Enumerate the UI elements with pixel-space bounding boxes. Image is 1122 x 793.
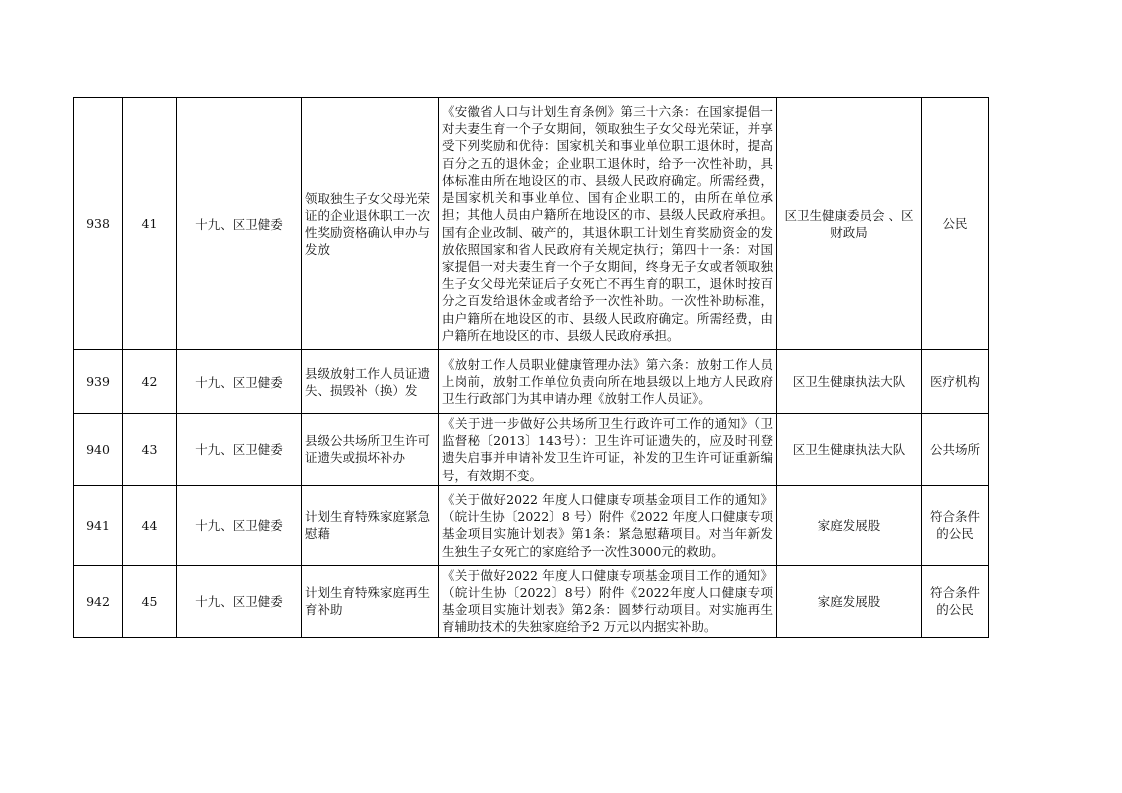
row-basis-cell: 《关于进一步做好公共场所卫生行政许可工作的通知》（卫监督秘〔2013〕143号）：卫生许可证遗失的，应及时刊登遗失启事并申请补发卫生许可证，补发的卫生许可证重新编号，有效期不变。 — [439, 414, 777, 486]
row-seq-cell: 941 — [74, 485, 123, 565]
row-num-cell: 44 — [123, 485, 177, 565]
row-object-cell: 符合条件的公民 — [922, 565, 989, 637]
row-object-cell: 符合条件的公民 — [922, 485, 989, 565]
row-object-cell: 公民 — [922, 98, 989, 350]
row-basis-cell: 《关于做好2022 年度人口健康专项基金项目工作的通知》（皖计生协〔2022〕8 号）附件《2022 年度人口健康专项基金项目实施计划表》第1条：紧急慰藉项目。对当年新发生独生子女死亡的家庭给予一次性3000元的救助。 — [439, 485, 777, 565]
row-item-cell: 县级公共场所卫生许可证遗失或损坏补办 — [302, 414, 439, 486]
row-basis-cell: 《安徽省人口与计划生育条例》第三十六条：在国家提倡一对夫妻生育一个子女期间，领取独生子女父母光荣证，并享受下列奖励和优待：国家机关和事业单位职工退休时，提高百分之五的退休金；企业职工退休时，给予一次性补助，具体标准由所在地设区的市、县级人民政府确定。所需经费，是国家机关和事业单位、国有企业职工的，由所在单位承担；其他人员由户籍所在地设区的市、县级人民政府承担。国有企业改制、破产的，其退休职工计划生育奖励资金的发放依照国家和省人民政府有关规定执行；第四十一条：对国家提倡一对夫妻生育一个子女期间，终身无子女或者领取独生子女父母光荣证后子女死亡不再生育的职工，退休时按百分之百发给退休金或者给予一次性补助。一次性补助标准，由户籍所在地设区的市、县级人民政府确定。所需经费，由户籍所在地设区的市、县级人民政府承担。 — [439, 98, 777, 350]
row-unit-cell: 十九、区卫健委 — [177, 485, 302, 565]
table-row — [74, 350, 989, 414]
row-item-cell: 领取独生子女父母光荣证的企业退休职工一次性奖励资格确认申办与发放 — [302, 98, 439, 350]
row-num-cell: 43 — [123, 414, 177, 486]
row-dept-cell: 区卫生健康执法大队 — [777, 350, 922, 414]
row-item-cell: 计划生育特殊家庭再生育补助 — [302, 565, 439, 637]
catalog-table — [73, 97, 989, 638]
row-dept-cell: 家庭发展股 — [777, 565, 922, 637]
table-row — [74, 485, 989, 565]
row-unit-cell: 十九、区卫健委 — [177, 565, 302, 637]
table-row — [74, 98, 989, 350]
row-unit-cell: 十九、区卫健委 — [177, 350, 302, 414]
row-item-cell: 计划生育特殊家庭紧急慰藉 — [302, 485, 439, 565]
row-seq-cell: 939 — [74, 350, 123, 414]
row-object-cell: 医疗机构 — [922, 350, 989, 414]
row-unit-cell: 十九、区卫健委 — [177, 98, 302, 350]
row-item-cell: 县级放射工作人员证遗失、损毁补（换）发 — [302, 350, 439, 414]
row-basis-cell: 《放射工作人员职业健康管理办法》第六条：放射工作人员上岗前，放射工作单位负责向所在地县级以上地方人民政府卫生行政部门为其申请办理《放射工作人员证》。 — [439, 350, 777, 414]
row-seq-cell: 940 — [74, 414, 123, 486]
row-unit-cell: 十九、区卫健委 — [177, 414, 302, 486]
row-num-cell: 45 — [123, 565, 177, 637]
row-dept-cell: 家庭发展股 — [777, 485, 922, 565]
catalog-table-wrapper — [73, 97, 989, 638]
row-dept-cell: 区卫生健康执法大队 — [777, 414, 922, 486]
row-num-cell: 41 — [123, 98, 177, 350]
row-seq-cell: 942 — [74, 565, 123, 637]
table-row — [74, 565, 989, 637]
row-dept-cell: 区卫生健康委员会 、区财政局 — [777, 98, 922, 350]
row-num-cell: 42 — [123, 350, 177, 414]
row-basis-cell: 《关于做好2022 年度人口健康专项基金项目工作的通知》（皖计生协〔2022〕8号）附件《2022年度人口健康专项基金项目实施计划表》第2条：圆梦行动项目。对实施再生育辅助技术的失独家庭给予2 万元以内据实补助。 — [439, 565, 777, 637]
table-row — [74, 414, 989, 486]
row-seq-cell: 938 — [74, 98, 123, 350]
row-object-cell: 公共场所 — [922, 414, 989, 486]
